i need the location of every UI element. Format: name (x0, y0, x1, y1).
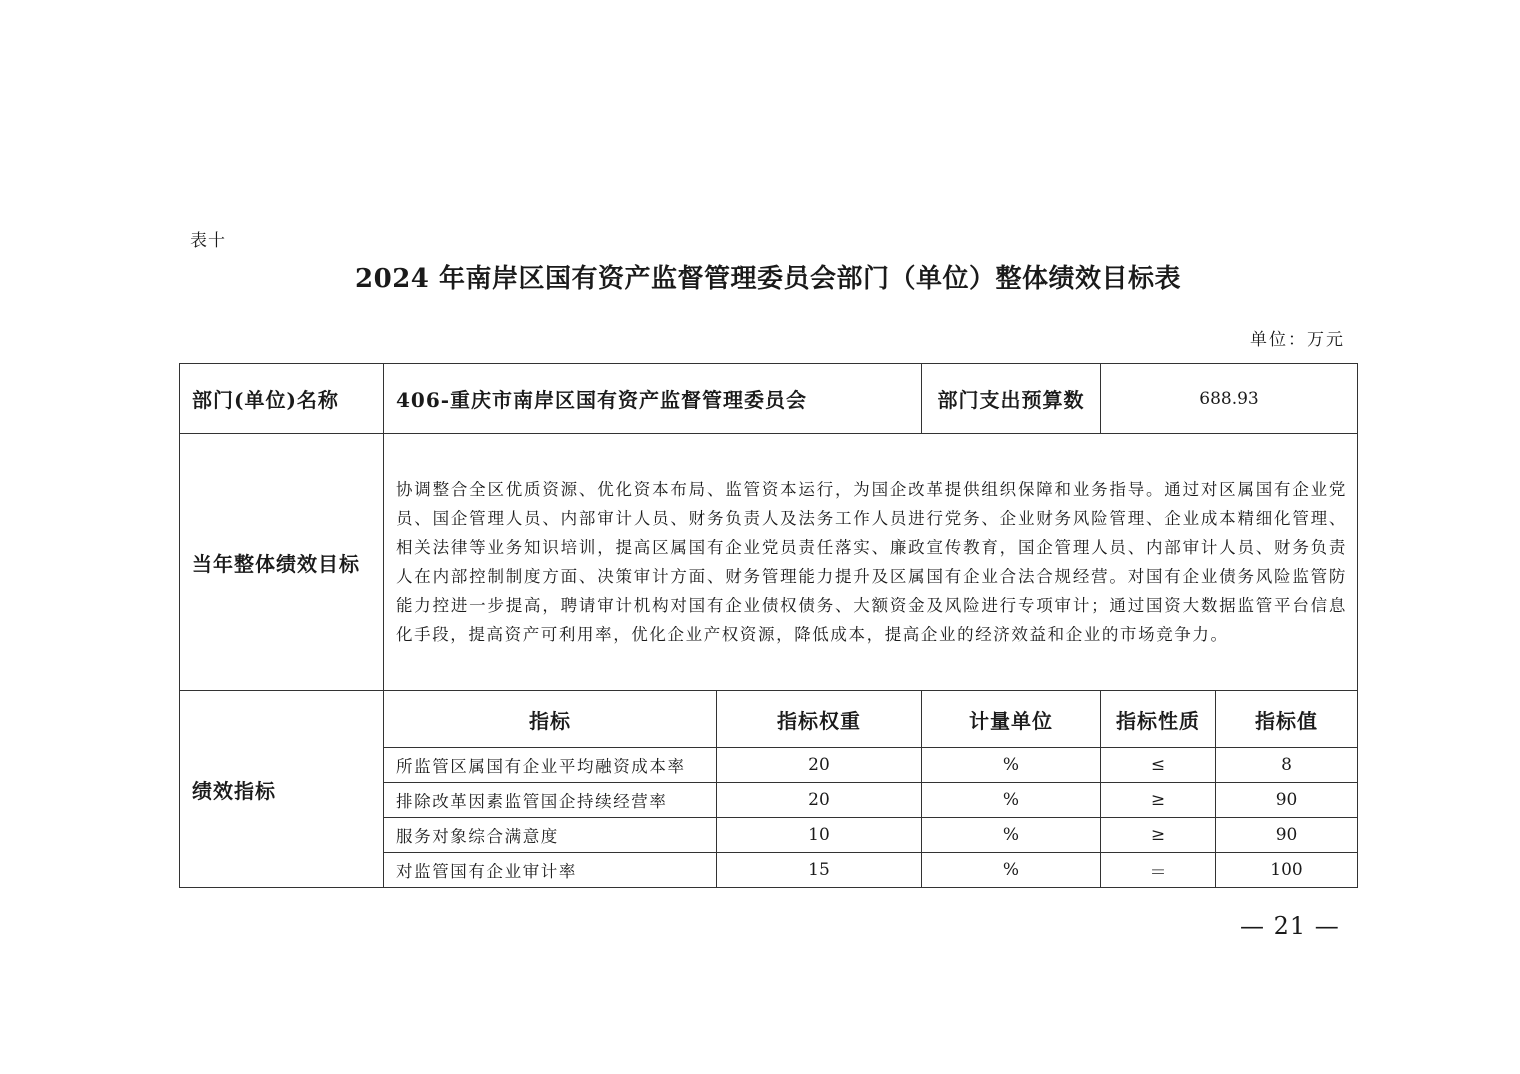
indicator-value: 90 (1216, 818, 1358, 853)
dept-name-label: 部门(单位)名称 (180, 364, 384, 434)
indicator-name: 对监管国有企业审计率 (384, 853, 717, 888)
table-label: 表十 (190, 231, 226, 251)
goal-row (180, 434, 1358, 691)
indicator-nature: ≥ (1101, 818, 1216, 853)
column-header-nature: 指标性质 (1101, 691, 1216, 748)
indicator-name: 所监管区属国有企业平均融资成本率 (384, 748, 717, 783)
indicators-label: 绩效指标 (180, 691, 384, 888)
goal-label: 当年整体绩效目标 (180, 434, 384, 691)
dept-name-value: 406-重庆市南岸区国有资产监督管理委员会 (384, 364, 922, 434)
indicator-nature: ≥ (1101, 783, 1216, 818)
column-header-indicator: 指标 (384, 691, 717, 748)
document-title: 2024 年南岸区国有资产监督管理委员会部门（单位）整体绩效目标表 (355, 264, 1181, 294)
indicator-value: 100 (1216, 853, 1358, 888)
indicator-unit: % (922, 818, 1101, 853)
unit-note: 单位：万元 (1250, 330, 1345, 350)
column-header-unit: 计量单位 (922, 691, 1101, 748)
indicator-nature: ≤ (1101, 748, 1216, 783)
indicator-value: 90 (1216, 783, 1358, 818)
indicator-weight: 15 (717, 853, 922, 888)
indicator-name: 服务对象综合满意度 (384, 818, 717, 853)
indicator-weight: 20 (717, 748, 922, 783)
budget-value: 688.93 (1101, 364, 1358, 434)
column-header-weight: 指标权重 (717, 691, 922, 748)
indicator-weight: 10 (717, 818, 922, 853)
indicator-name: 排除改革因素监管国企持续经营率 (384, 783, 717, 818)
indicator-unit: % (922, 783, 1101, 818)
indicator-nature: ＝ (1101, 853, 1216, 888)
dept-info-row (180, 364, 1358, 434)
goal-text: 协调整合全区优质资源、优化资本布局、监管资本运行，为国企改革提供组织保障和业务指导。通过对区属国有企业党员、国企管理人员、内部审计人员、财务负责人及法务工作人员进行党务、企业财务风险管理、企业成本精细化管理、相关法律等业务知识培训，提高区属国有企业党员责任落实、廉政宣传教育，国企管理人员、内部审计人员、财务负责人在内部控制制度方面、决策审计方面、财务管理能力提升及区属国有企业合法合规经营。对国有企业债务风险监管防能力控进一步提高，聘请审计机构对国有企业债权债务、大额资金及风险进行专项审计；通过国资大数据监管平台信息化手段，提高资产可利用率，优化企业产权资源，降低成本，提高企业的经济效益和企业的市场竞争力。 (384, 434, 1358, 691)
column-header-value: 指标值 (1216, 691, 1358, 748)
budget-label: 部门支出预算数 (922, 364, 1101, 434)
indicator-weight: 20 (717, 783, 922, 818)
indicator-header-row (180, 691, 1358, 748)
indicator-unit: % (922, 853, 1101, 888)
indicator-value: 8 (1216, 748, 1358, 783)
performance-goal-table (179, 363, 1358, 888)
page-number: — 21 — (1240, 912, 1340, 940)
indicator-unit: % (922, 748, 1101, 783)
